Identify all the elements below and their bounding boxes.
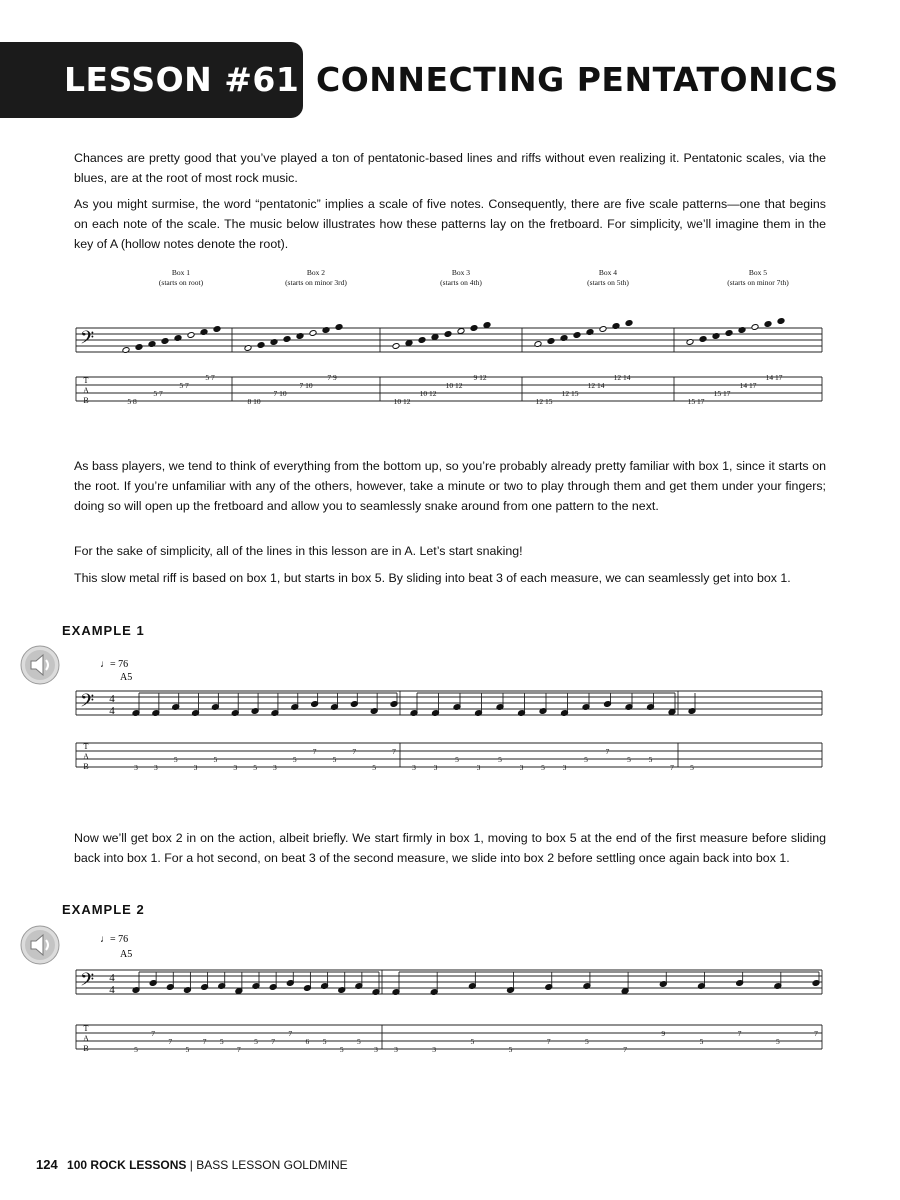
notehead <box>547 338 555 345</box>
tab-letter-t: T <box>83 376 89 385</box>
notehead <box>444 331 452 338</box>
tab-number: 5 <box>254 1037 258 1046</box>
tab-number: 7 <box>623 1045 627 1054</box>
tab-number: 5 7 <box>205 373 215 382</box>
time-sig-bottom: 4 <box>109 984 115 996</box>
tab-number: 7 <box>605 747 610 756</box>
tab-number: 3 <box>394 1045 398 1054</box>
notehead <box>161 338 169 345</box>
body-paragraph-3: As bass players, we tend to think of everything from the bottom up, so you’re probably already pretty familiar with box 1, since it starts on the root. If you’re unfamiliar with any of the others, however, take a minute or two to play through them and get them under your fingers; doing so will open up the fretboard and allow you to seamlessly snake around from one pattern to the next. <box>74 459 826 513</box>
tab-number: 7 <box>168 1037 173 1046</box>
notehead <box>166 984 174 991</box>
tab-number: 3 <box>153 763 158 772</box>
notehead <box>736 980 744 987</box>
notehead <box>457 328 465 335</box>
tab-letter-a: A <box>83 752 89 761</box>
notehead <box>599 326 607 333</box>
tab-number: 10 12 <box>419 389 437 398</box>
lesson-title: CONNECTING PENTATONICS <box>316 60 839 99</box>
notehead <box>625 320 633 327</box>
tab-number: 5 <box>455 755 459 764</box>
tab-number: 5 <box>372 763 377 772</box>
page-number: 124 <box>36 1157 58 1172</box>
tab-number: 5 7 <box>179 381 189 390</box>
tab-number: 14 17 <box>765 373 783 382</box>
tab-number: 7 <box>312 747 317 756</box>
tab-number: 7 <box>151 1029 156 1038</box>
tab-letter-a: A <box>83 1034 89 1043</box>
pentatonic-boxes-notation <box>70 266 830 416</box>
tab-number: 3 <box>562 763 567 772</box>
tab-number: 3 <box>193 763 198 772</box>
bass-clef-icon: 𝄢 <box>80 690 95 715</box>
notehead <box>257 342 265 349</box>
notehead <box>269 984 277 991</box>
tab-number: 6 <box>305 1037 310 1046</box>
tab-number: 5 <box>585 1037 589 1046</box>
tab-number: 7 <box>271 1037 276 1046</box>
tab-number: 3 <box>519 763 524 772</box>
tab-number: 5 <box>332 755 337 764</box>
tab-letter-t: T <box>83 742 89 751</box>
time-sig-top: 4 <box>109 972 115 984</box>
tab-number: 5 <box>253 763 257 772</box>
notehead <box>309 330 317 337</box>
tab-number: 5 <box>339 1045 344 1054</box>
tab-number: 5 <box>219 1037 224 1046</box>
tab-number: 8 10 <box>247 397 261 406</box>
notehead <box>545 984 553 991</box>
tab-number: 7 <box>236 1045 241 1054</box>
tab-number: 3 <box>233 763 238 772</box>
footer-series: BASS LESSON GOLDMINE <box>196 1158 348 1172</box>
notehead <box>283 336 291 343</box>
notehead <box>483 322 491 329</box>
footer-separator: | <box>189 1158 193 1172</box>
bass-clef-icon: 𝄢 <box>80 969 95 994</box>
tab-number: 7 10 <box>273 389 287 398</box>
notehead <box>350 701 358 708</box>
tab-number: 5 <box>322 1037 327 1046</box>
tab-number: 12 15 <box>535 397 553 406</box>
tab-letter-b: B <box>83 762 89 771</box>
tab-number: 5 <box>541 763 545 772</box>
notehead <box>751 324 759 331</box>
notehead <box>470 325 478 332</box>
example-2-label: EXAMPLE 2 <box>62 902 145 917</box>
notehead <box>777 318 785 325</box>
example-2-notation <box>70 930 830 1065</box>
box-subtitle: (starts on 5th) <box>587 278 629 287</box>
box-subtitle: (starts on 4th) <box>440 278 482 287</box>
body-paragraph-5: This slow metal riff is based on box 1, but starts in box 5. By sliding into beat 3 of each measure, we can seamlessly get into box 1. <box>74 571 791 585</box>
tab-number: 3 <box>433 763 438 772</box>
tab-letter-b: B <box>83 1044 89 1053</box>
tab-number: 5 <box>356 1037 361 1046</box>
example-1-tempo: ♩= 76 <box>100 659 129 670</box>
tab-number: 7 <box>546 1037 551 1046</box>
example-1-chord: A5 <box>120 672 133 683</box>
tab-number: 5 <box>185 1045 190 1054</box>
notehead <box>725 330 733 337</box>
bass-clef-icon: 𝄢 <box>80 327 95 352</box>
box-subtitle: (starts on minor 3rd) <box>285 278 347 287</box>
tab-number: 15 17 <box>687 397 705 406</box>
tab-number: 9 12 <box>473 373 487 382</box>
tab-number: 12 14 <box>587 381 605 390</box>
notehead <box>335 324 343 331</box>
example-2-audio-speaker-icon[interactable] <box>20 925 60 965</box>
notehead <box>311 701 319 708</box>
tab-letter-t: T <box>83 1024 89 1033</box>
tab-number: 7 <box>392 747 396 756</box>
box-subtitle: (starts on minor 7th) <box>727 278 789 287</box>
notehead <box>812 980 820 987</box>
tab-number: 7 10 <box>299 381 313 390</box>
example-1-audio-speaker-icon[interactable] <box>20 645 60 685</box>
notehead <box>621 988 629 995</box>
tab-number: 10 12 <box>445 381 463 390</box>
notehead <box>699 336 707 343</box>
tab-number: 5 <box>498 755 502 764</box>
notehead <box>405 340 413 347</box>
box-title: Box 2 <box>306 268 326 277</box>
tab-number: 5 <box>134 1045 138 1054</box>
tab-number: 3 <box>374 1045 378 1054</box>
notehead <box>149 980 157 987</box>
tab-number: 5 <box>584 755 588 764</box>
notehead <box>201 984 209 991</box>
notehead <box>764 321 772 328</box>
time-sig-top: 4 <box>109 693 115 705</box>
notehead <box>573 332 581 339</box>
tab-number: 5 <box>173 755 178 764</box>
tab-number: 3 <box>134 763 138 772</box>
boxes-staff <box>76 328 822 401</box>
notehead <box>418 337 426 344</box>
tab-number: 5 <box>508 1045 513 1054</box>
tab-number: 15 17 <box>713 389 731 398</box>
notehead <box>213 326 221 333</box>
tab-number: 5 <box>213 755 218 764</box>
footer-book-title: 100 ROCK LESSONS <box>67 1158 187 1172</box>
notehead <box>187 332 195 339</box>
tab-number: 9 <box>661 1029 666 1038</box>
box-subtitle: (starts on root) <box>158 278 204 287</box>
lesson-number: LESSON #61: <box>64 60 314 99</box>
example-2-tempo: ♩= 76 <box>100 934 129 945</box>
notehead <box>431 334 439 341</box>
tab-number: 7 <box>814 1029 818 1038</box>
notehead <box>392 343 400 350</box>
tab-number: 5 8 <box>127 397 137 406</box>
tab-letter-a: A <box>83 386 89 395</box>
notehead <box>604 701 612 708</box>
tab-number: 12 15 <box>561 389 579 398</box>
notehead <box>135 344 143 351</box>
tab-number: 3 <box>432 1045 437 1054</box>
tab-number: 5 7 <box>153 389 163 398</box>
tab-letter-b: B <box>83 396 89 405</box>
notehead <box>668 709 676 716</box>
page-footer <box>36 1157 348 1172</box>
tab-number: 10 12 <box>393 397 411 406</box>
tab-number: 7 <box>670 763 674 772</box>
example-1-notation <box>70 655 830 785</box>
tab-number: 5 <box>648 755 653 764</box>
box-title: Box 3 <box>451 268 471 277</box>
time-sig-bottom: 4 <box>109 705 115 717</box>
notehead <box>390 701 398 708</box>
notehead <box>304 985 312 992</box>
example-2-chord: A5 <box>120 949 133 960</box>
tab-number: 5 <box>699 1037 704 1046</box>
body-paragraph-4: For the sake of simplicity, all of the lines in this lesson are in A. Let’s start snaking! <box>74 544 523 558</box>
tab-number: 12 14 <box>613 373 631 382</box>
tab-number: 7 <box>202 1037 207 1046</box>
tab-number: 5 <box>775 1037 780 1046</box>
tab-number: 5 <box>627 755 631 764</box>
intro-paragraph-1: Chances are pretty good that you’ve played a ton of pentatonic-based lines and riffs without even realizing it. Pentatonic scales, via the blues, are at the root of most rock music. <box>74 151 826 185</box>
tab-number: 14 17 <box>739 381 757 390</box>
tab-number: 3 <box>412 763 416 772</box>
tab-number: 5 <box>292 755 297 764</box>
tab-number: 5 <box>470 1037 475 1046</box>
tab-number: 5 <box>690 763 694 772</box>
tab-number: 3 <box>476 763 481 772</box>
intro-paragraph-2: As you might surmise, the word “pentatonic” implies a scale of five notes. Consequently, there are five scale patterns—one that begins on each note of the scale. The music below illustrates how these patterns lay on the fretboard. For simplicity, we’ll imagine them in the key of A (hollow notes denote the root). <box>74 197 826 251</box>
tab-number: 7 <box>352 747 357 756</box>
tab-number: 3 <box>273 763 277 772</box>
box-title: Box 1 <box>171 268 191 277</box>
notehead <box>286 980 294 987</box>
box-title: Box 4 <box>598 268 618 277</box>
body-paragraph-6: Now we’ll get box 2 in on the action, albeit briefly. We start firmly in box 1, moving to box 5 at the end of the first measure before sliding back into box 1. For a hot second, on beat 3 of the second measure, we slide into box 2 before settling once again back into box 1. <box>74 831 826 865</box>
tab-number: 7 <box>737 1029 742 1038</box>
tab-number: 7 9 <box>327 373 337 382</box>
tab-number: 7 <box>288 1029 293 1038</box>
example-1-label: EXAMPLE 1 <box>62 623 145 638</box>
notehead <box>235 988 243 995</box>
box-title: Box 5 <box>748 268 768 277</box>
